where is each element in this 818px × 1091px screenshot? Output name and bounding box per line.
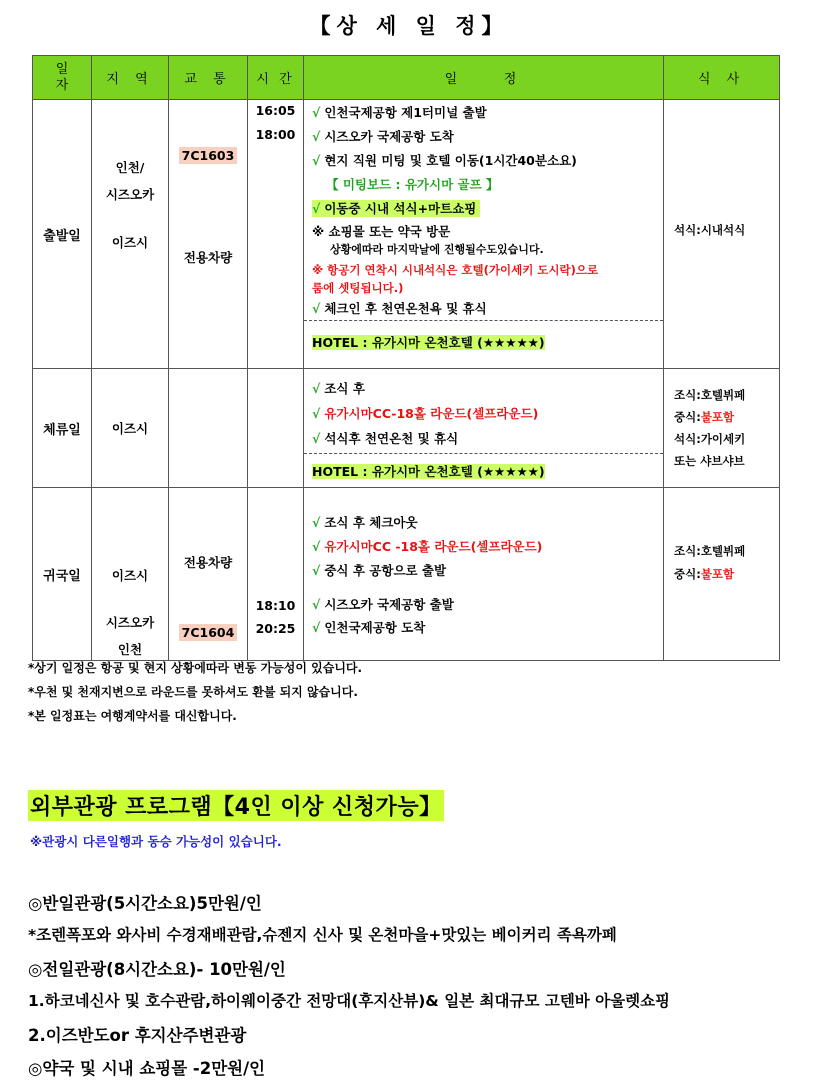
day3-item-1: 조식 후 체크아웃 xyxy=(324,515,418,530)
day3-time1: 18:10 xyxy=(255,598,296,613)
day1-item-1: 인천국제공항 제1터미널 출발 xyxy=(324,105,487,120)
table-row-day2 xyxy=(33,369,780,488)
day3-meal xyxy=(664,488,780,661)
note-item: *상기 일정은 항공 및 현지 상황에따라 변동 가능성이 있습니다. xyxy=(28,661,363,675)
day1-meal xyxy=(664,100,780,369)
check-icon: √ xyxy=(312,201,321,216)
check-icon: √ xyxy=(312,105,321,120)
day3-region1: 이즈시 xyxy=(111,568,149,583)
day1-shopping-note: ※ 쇼핑몰 또는 약국 방문 xyxy=(312,224,451,239)
header-time: 시 간 xyxy=(248,56,304,100)
day3-itinerary xyxy=(304,488,664,661)
day1-shopping-sub: 상황에따라 마지막날에 진행될수도있습니다. xyxy=(330,243,544,256)
check-icon: √ xyxy=(312,381,321,396)
day1-hotel: HOTEL : 유가시마 온천호텔 (★★★★★) xyxy=(312,335,545,350)
table-header-row xyxy=(33,56,780,100)
day1-name: 출발일 xyxy=(33,100,92,369)
day2-transport xyxy=(169,369,248,488)
check-icon: √ xyxy=(312,406,321,421)
day2-meal3: 석식:가이세키 xyxy=(674,432,746,446)
program-line: 1.하코네신사 및 호수관람,하이웨이중간 전망대(후지산뷰)& 일본 최대규모 고텐바 아울렛쇼핑 xyxy=(28,992,671,1010)
external-tour-title: 외부관광 프로그램【4인 이상 신청가능】 xyxy=(28,790,444,821)
program-line: 2.이즈반도or 후지산주변관광 xyxy=(28,1026,247,1045)
divider xyxy=(304,320,663,321)
day3-region3: 인천 xyxy=(117,642,143,657)
check-icon: √ xyxy=(312,431,321,446)
table-row-day1 xyxy=(33,100,780,369)
day1-itinerary xyxy=(304,100,664,369)
day1-vehicle: 전용차량 xyxy=(183,250,233,265)
day2-item-3: 석식후 천연온천 및 휴식 xyxy=(324,431,459,446)
day3-item-2: 유가시마CC -18홀 라운드(셀프라운드) xyxy=(324,539,543,554)
program-line: ◎전일관광(8시간소요)- 10만원/인 xyxy=(28,960,286,979)
day3-time xyxy=(248,488,304,661)
day1-item-2: 시즈오카 국제공항 도착 xyxy=(324,129,454,144)
note-item: *본 일정표는 여행계약서를 대신합니다. xyxy=(28,709,237,723)
day2-itinerary xyxy=(304,369,664,488)
check-icon: √ xyxy=(312,539,321,554)
day3-region2: 시즈오카 xyxy=(105,615,155,630)
day2-meal xyxy=(664,369,780,488)
day2-meal4: 또는 샤브샤브 xyxy=(674,454,745,468)
check-icon: √ xyxy=(312,129,321,144)
day1-flight: 7C1603 xyxy=(179,147,238,164)
day2-meal2-label: 중식: xyxy=(674,410,701,424)
day3-flight: 7C1604 xyxy=(179,624,238,641)
day1-delay-note2: 룸에 셋팅됩니다.) xyxy=(312,281,404,295)
header-region: 지 역 xyxy=(92,56,169,100)
day1-item-3: 현지 직원 미팅 및 호텔 이동(1시간40분소요) xyxy=(324,153,577,168)
day3-time2: 20:25 xyxy=(255,621,296,636)
program-line: *조렌폭포와 와사비 수경재배관람,슈젠지 신사 및 온천마을+맛있는 베이커리 족욕까페 xyxy=(28,926,617,944)
check-icon: √ xyxy=(312,153,321,168)
program-line: ◎반일관광(5시간소요)5만원/인 xyxy=(28,894,262,913)
page-title: 【상 세 일 정】 xyxy=(309,14,509,38)
day3-name: 귀국일 xyxy=(33,488,92,661)
day1-region2: 시즈오카 xyxy=(105,187,155,202)
check-icon: √ xyxy=(312,597,321,612)
day3-meal2-label: 중식: xyxy=(674,567,701,581)
day2-meal1: 조식:호텔뷔페 xyxy=(674,388,746,402)
day2-time xyxy=(248,369,304,488)
day1-time1: 16:05 xyxy=(255,103,296,118)
day1-dinner-shopping: 이동중 시내 석식+마트쇼핑 xyxy=(324,201,477,216)
header-day-2: 자 xyxy=(55,77,69,93)
day1-transport xyxy=(169,100,248,369)
header-schedule: 일 정 xyxy=(304,56,664,100)
day1-region1: 인천/ xyxy=(115,160,145,175)
header-meal: 식 사 xyxy=(664,56,780,100)
notes-list xyxy=(28,656,362,728)
day3-item-5: 인천국제공항 도착 xyxy=(324,620,426,635)
external-tour-note: ※관광시 다른일행과 동승 가능성이 있습니다. xyxy=(30,834,282,849)
day1-time2: 18:00 xyxy=(255,127,296,142)
day1-time xyxy=(248,100,304,369)
day3-transport xyxy=(169,488,248,661)
day1-meeting-board: 【 미팅보드 : 유가시마 골프 】 xyxy=(326,177,499,192)
day2-item-1: 조식 후 xyxy=(324,381,365,396)
schedule-table xyxy=(32,55,780,661)
day1-region xyxy=(92,100,169,369)
day2-name: 체류일 xyxy=(33,369,92,488)
day2-region: 이즈시 xyxy=(92,369,169,488)
day1-region3: 이즈시 xyxy=(111,235,149,250)
header-transport: 교 통 xyxy=(169,56,248,100)
day2-meal2-value: 불포함 xyxy=(700,410,735,424)
check-icon: √ xyxy=(312,620,321,635)
header-day-1: 일 xyxy=(55,61,69,77)
divider xyxy=(304,453,663,454)
day3-meal1: 조식:호텔뷔페 xyxy=(674,544,746,558)
day2-hotel: HOTEL : 유가시마 온천호텔 (★★★★★) xyxy=(312,464,545,479)
day2-item-2: 유가시마CC-18홀 라운드(셀프라운드) xyxy=(324,406,539,421)
note-item: *우천 및 천재지변으로 라운드를 못하셔도 환불 되지 않습니다. xyxy=(28,685,358,699)
day3-region xyxy=(92,488,169,661)
day1-checkin: 체크인 후 천연온천욕 및 휴식 xyxy=(324,301,487,316)
check-icon: √ xyxy=(312,563,321,578)
day3-item-3: 중식 후 공항으로 출발 xyxy=(324,563,447,578)
day3-item-4: 시즈오카 국제공항 출발 xyxy=(324,597,454,612)
day3-meal2-value: 불포함 xyxy=(700,567,735,581)
day1-meal-text: 석식:시내석식 xyxy=(674,223,746,237)
header-day xyxy=(33,56,92,100)
table-row-day3 xyxy=(33,488,780,661)
check-icon: √ xyxy=(312,301,321,316)
day1-delay-note1: ※ 항공기 연착시 시내석식은 호텔(가이세키 도시락)으로 xyxy=(312,263,599,277)
day3-vehicle: 전용차량 xyxy=(183,555,233,570)
check-icon: √ xyxy=(312,515,321,530)
program-line: ◎약국 및 시내 쇼핑몰 -2만원/인 xyxy=(28,1059,266,1078)
